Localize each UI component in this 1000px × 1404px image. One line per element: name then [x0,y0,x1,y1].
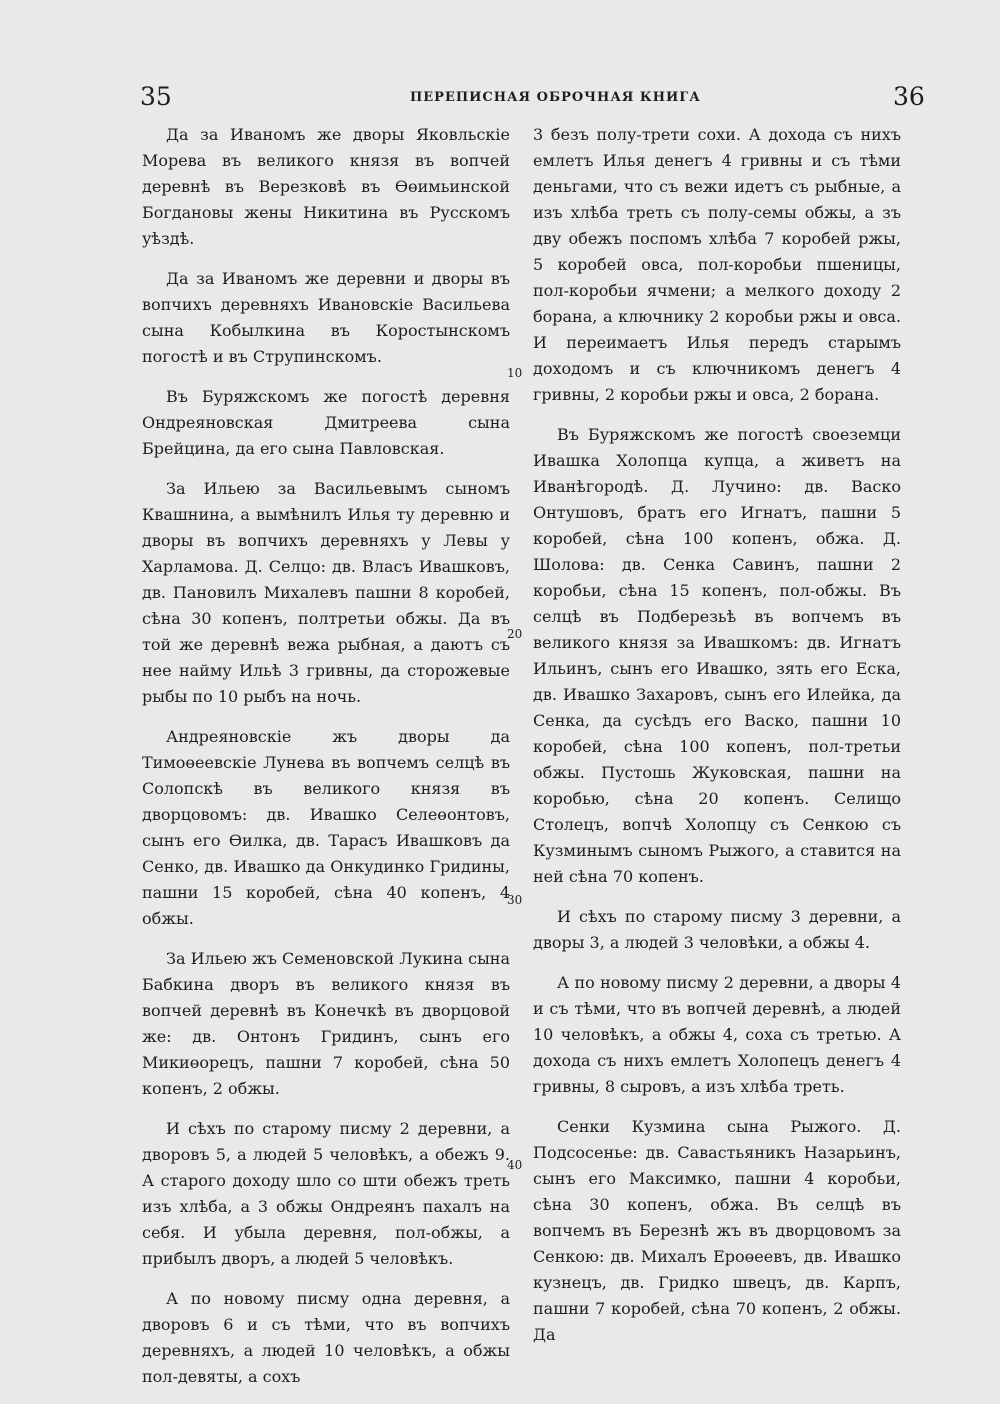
paragraph: 3 безъ полу-трети сохи. А дохода съ нихъ емлетъ Илья денегъ 4 гривны и съ тѣми деньгами, что съ вежи идетъ съ рыбные, а изъ хлѣба треть съ полу-семы обжы, а зъ дву обежъ поспомъ хлѣба 7 коробей ржы, 5 коробей овса, пол-коробьи пшеницы, пол-коробьи ячмени; а мелкого доходу 2 борана, а ключнику 2 коробьи ржы и овса. И переимаетъ Илья передъ старымъ доходомъ и съ ключникомъ денегъ 4 гривны, 2 коробьи ржы и овса, 2 борана. [533,125,901,404]
right-page-number: 36 [893,82,925,111]
line-number-marker: 20 [507,627,523,641]
paragraph: Сенки Кузмина сына Рыжого. Д. Подсосенье: дв. Савастьяникъ Назарьинъ, сынъ его Максимко, пашни 4 коробьи, сѣна 30 копенъ, обжа. Въ селцѣ въ вопчемъ въ Березнѣ жъ въ дворцовомъ за Сенкою: дв. Михалъ Ероөеевъ, дв. Ивашко кузнецъ, дв. Гридко швецъ, дв. Карпъ, пашни 7 коробей, сѣна 70 копенъ, 2 обжы. Да [533,1117,901,1344]
paragraph: За Ильею жъ Семеновской Лукина сына Бабкина дворъ въ великого князя въ вопчей деревнѣ въ Конечкѣ въ дворцовой же: дв. Онтонъ Гридинъ, сынъ его Микиөорецъ, пашни 7 коробей, сѣна 50 копенъ, 2 обжы. [142,949,510,1098]
paragraph: А по новому писму 2 деревни, а дворы 4 и съ тѣми, что въ вопчей деревнѣ, а людей 10 человѣкъ, а обжы 4, соха съ третью. А дохода съ нихъ емлетъ Холопецъ денегъ 4 гривны, 8 сыровъ, а изъ хлѣба треть. [533,973,901,1096]
line-number-marker: 40 [507,1158,523,1172]
paragraph: Да за Иваномъ же деревни и дворы въ вопчихъ деревняхъ Ивановскіе Васильева сына Кобылкина въ Коростынскомъ погостѣ и въ Струпинскомъ. [142,269,510,366]
paragraph: Андреяновскіе жъ дворы да Тимоөеевскіе Лунева въ вопчемъ селцѣ въ Солопскѣ въ великого князя въ дворцовомъ: дв. Ивашко Селеөонтовъ, сынъ его Өилка, дв. Тарасъ Ивашковъ да Сенко, дв. Ивашко да Онкудинко Гридины, пашни 15 коробей, сѣна 40 копенъ, 4 обжы. [142,727,510,928]
paragraph: Въ Буряжскомъ же погостѣ своеземци Ивашка Холопца купца, а живетъ на Иванѣгородѣ. Д. Лучино: дв. Васко Онтушовъ, братъ его Игнатъ, пашни 5 коробей, сѣна 100 копенъ, обжа. Д. Шолова: дв. Сенка Савинъ, пашни 2 коробьи, сѣна 15 копенъ, пол-обжы. Въ селцѣ въ Подберезьѣ въ вопчемъ въ великого князя за Ивашкомъ: дв. Игнатъ Ильинъ, сынъ его Ивашко, зять его Еска, дв. Ивашко Захаровъ, сынъ его Илейка, да Сенка, да сусѣдъ его Васко, пашни 10 коробей, сѣна 100 копенъ, пол-третьи обжы. Пустошь Жуковская, пашни на коробью, сѣна 20 копенъ. Селищо Столецъ, вопчѣ Холопцу съ Сенкою съ Кузминымъ сыномъ Рыжого, а ставится на ней сѣна 70 копенъ. [533,425,901,886]
right-column [533,122,901,1362]
line-number-marker: 10 [507,366,523,380]
paragraph: Въ Буряжскомъ же погостѣ деревня Ондреяновская Дмитреева сына Брейцина, да его сына Павловская. [142,387,510,458]
paragraph: И сѣхъ по старому писму 2 деревни, а дворовъ 5, а людей 5 человѣкъ, а обежъ 9. А старого доходу шло со шти обежъ треть изъ хлѣба, а 3 обжы Ондреянъ пахалъ на себя. И убыла деревня, пол-обжы, а прибылъ дворъ, а людей 5 человѣкъ. [142,1119,510,1268]
running-title: ПЕРЕПИСНАЯ ОБРОЧНАЯ КНИГА [410,90,701,105]
left-column [142,122,510,1404]
paragraph: А по новому писму одна деревня, а дворовъ 6 и съ тѣми, что въ вопчихъ деревняхъ, а людей 10 человѣкъ, а обжы пол-девяты, а сохъ [142,1289,510,1386]
paragraph: За Ильею за Васильевымъ сыномъ Квашнина, а вымѣнилъ Илья ту деревню и дворы въ вопчихъ деревняхъ у Левы у Харламова. Д. Селцо: дв. Власъ Ивашковъ, дв. Пановилъ Михалевъ пашни 8 коробей, сѣна 30 копенъ, полтретьи обжы. Да въ той же деревнѣ вежа рыбная, а даютъ съ нее найму Ильѣ 3 гривны, да сторожевые рыбы по 10 рыбъ на ночь. [142,479,510,706]
left-page-number: 35 [140,82,172,111]
line-number-marker: 30 [507,893,523,907]
paragraph: Да за Иваномъ же дворы Яковльскіе Морева въ великого князя въ вопчей деревнѣ въ Верезковѣ въ Өөимьинской Богдановы жены Никитина въ Русскомъ уѣздѣ. [142,125,510,248]
paragraph: И сѣхъ по старому писму 3 деревни, а дворы 3, а людей 3 человѣки, а обжы 4. [533,907,901,952]
